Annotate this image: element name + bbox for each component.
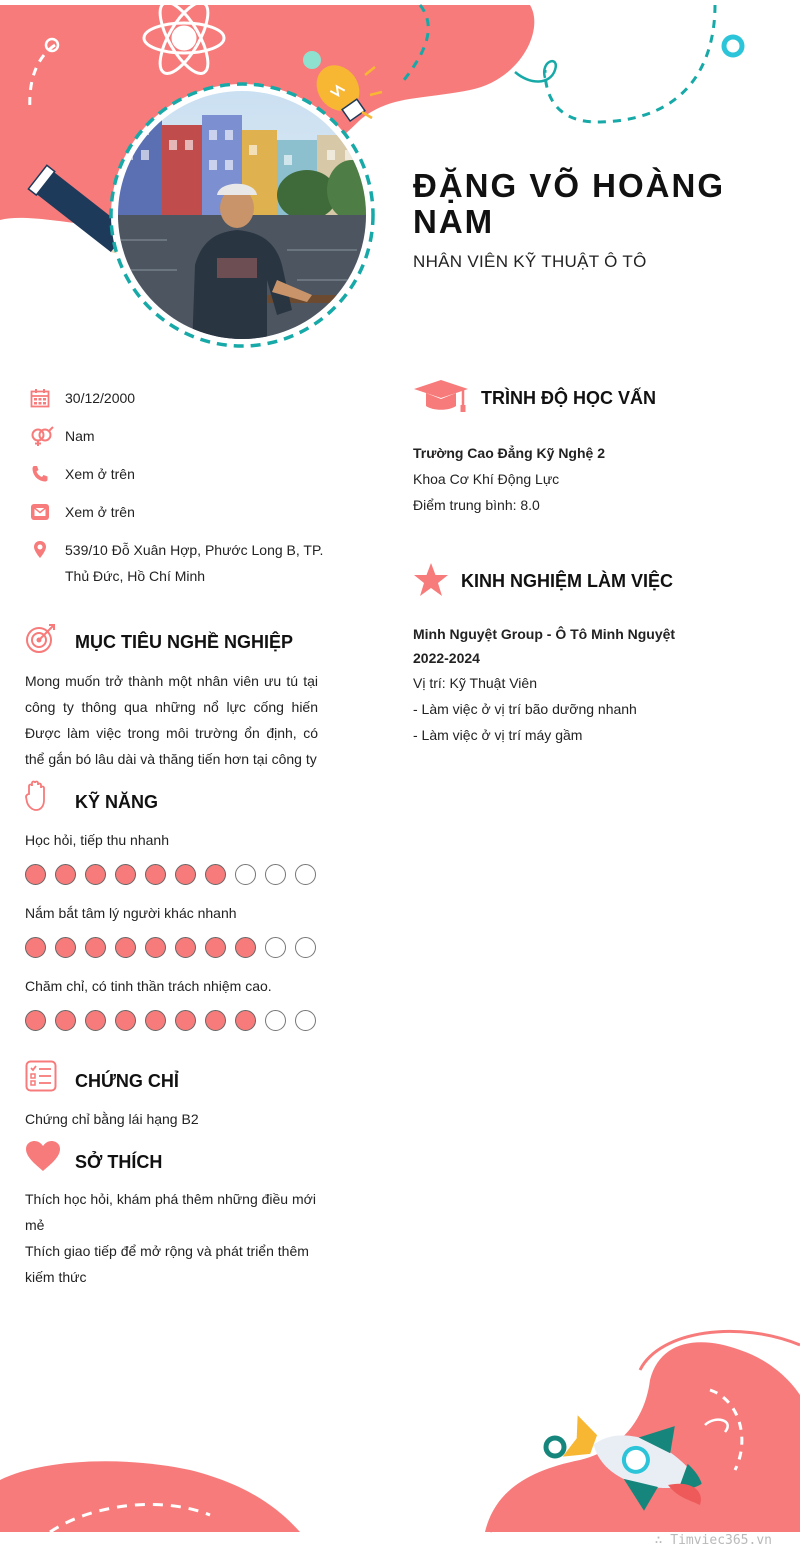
rating-dot-filled xyxy=(145,937,166,958)
rating-dot-filled xyxy=(205,937,226,958)
skills-section xyxy=(25,780,325,1049)
rating-dot-filled xyxy=(175,937,196,958)
rating-dot-filled xyxy=(205,864,226,885)
task-1: - Làm việc ở vị trí bão dưỡng nhanh xyxy=(413,701,637,717)
rating-dot-filled xyxy=(85,864,106,885)
profile-photo xyxy=(107,80,377,350)
experience-section xyxy=(413,562,773,748)
rating-dot-empty xyxy=(295,937,316,958)
skill-name: Chăm chỉ, có tinh thần trách nhiệm cao. xyxy=(25,978,272,994)
phone-row xyxy=(30,461,330,487)
rating-dot-filled xyxy=(205,1010,226,1031)
rating-dot-filled xyxy=(85,937,106,958)
experience-title: KINH NGHIỆM LÀM VIỆC xyxy=(461,571,674,591)
phone-value: Xem ở trên xyxy=(65,466,135,482)
rating-dot-filled xyxy=(115,937,136,958)
phone-icon xyxy=(30,464,50,484)
bottom-left-coral-blob xyxy=(0,1461,300,1532)
checklist-icon xyxy=(25,1060,57,1092)
rating-dot-filled xyxy=(25,1010,46,1031)
objective-title: MỤC TIÊU NGHỀ NGHIỆP xyxy=(75,632,294,652)
objective-section xyxy=(25,622,318,772)
rating-dot-empty xyxy=(295,1010,316,1031)
certificate-text: Chứng chỉ bằng lái hạng B2 xyxy=(25,1111,199,1127)
faculty: Khoa Cơ Khí Động Lực xyxy=(413,471,560,487)
rating-dot-empty xyxy=(295,864,316,885)
gender-row xyxy=(30,423,330,449)
gender-icon xyxy=(30,426,54,446)
rating-dot-empty xyxy=(265,937,286,958)
skill-rating xyxy=(25,864,325,885)
star-icon xyxy=(413,562,449,598)
rating-dot-filled xyxy=(55,1010,76,1031)
rating-dot-empty xyxy=(235,864,256,885)
graduation-cap-icon xyxy=(413,378,469,414)
skill-name: Nắm bắt tâm lý người khác nhanh xyxy=(25,905,237,921)
birthday-value: 30/12/2000 xyxy=(65,390,136,406)
task-2: - Làm việc ở vị trí máy gầm xyxy=(413,727,583,743)
work-period: 2022-2024 xyxy=(413,650,480,666)
education-title: TRÌNH ĐỘ HỌC VẤN xyxy=(481,388,656,408)
address-value: 539/10 Đỗ Xuân Hợp, Phước Long B, TP. Thủ Đức, Hồ Chí Minh xyxy=(65,542,324,584)
school-name: Trường Cao Đẳng Kỹ Nghệ 2 xyxy=(413,445,606,461)
hobbies-title: SỞ THÍCH xyxy=(75,1152,163,1172)
rating-dot-filled xyxy=(25,864,46,885)
skill-rating xyxy=(25,937,325,958)
heart-icon xyxy=(25,1140,61,1172)
gender-value: Nam xyxy=(65,428,95,444)
gpa: Điểm trung bình: 8.0 xyxy=(413,497,540,513)
rating-dot-filled xyxy=(175,1010,196,1031)
rating-dot-filled xyxy=(235,1010,256,1031)
rating-dot-filled xyxy=(145,864,166,885)
location-pin-icon xyxy=(30,540,50,560)
education-section xyxy=(413,378,773,518)
contact-info xyxy=(30,385,330,601)
skill-rating xyxy=(25,1010,325,1031)
target-icon xyxy=(25,622,59,656)
address-row xyxy=(30,537,330,589)
rating-dot-filled xyxy=(115,1010,136,1031)
rating-dot-filled xyxy=(235,937,256,958)
hobby-line-1: Thích học hỏi, khám phá thêm những điều mới mẻ xyxy=(25,1191,316,1233)
rating-dot-filled xyxy=(55,864,76,885)
email-value: Xem ở trên xyxy=(65,504,135,520)
hobbies-section xyxy=(25,1140,318,1290)
hobby-line-2: Thích giao tiếp để mở rộng và phát triển thêm kiếm thức xyxy=(25,1243,309,1285)
job-title: NHÂN VIÊN KỸ THUẬT Ô TÔ xyxy=(413,252,647,271)
rating-dot-filled xyxy=(85,1010,106,1031)
company-name: Minh Nguyệt Group - Ô Tô Minh Nguyệt xyxy=(413,626,676,642)
skills-title: KỸ NĂNG xyxy=(75,792,159,812)
rating-dot-filled xyxy=(55,937,76,958)
birthday-row xyxy=(30,385,330,411)
certificates-section xyxy=(25,1060,325,1132)
rating-dot-filled xyxy=(145,1010,166,1031)
rating-dot-filled xyxy=(175,864,196,885)
watermark: ∴ Timviec365.vn xyxy=(654,1533,772,1548)
email-icon xyxy=(30,502,50,522)
candidate-name: ĐẶNG VÕ HOÀNG NAM xyxy=(413,167,726,240)
rating-dot-filled xyxy=(115,864,136,885)
hand-icon xyxy=(25,780,49,812)
certificates-title: CHỨNG CHỈ xyxy=(75,1071,179,1091)
rating-dot-filled xyxy=(25,937,46,958)
position: Vị trí: Kỹ Thuật Viên xyxy=(413,675,537,691)
rating-dot-empty xyxy=(265,1010,286,1031)
email-row xyxy=(30,499,330,525)
skills-list xyxy=(25,830,325,1031)
rating-dot-empty xyxy=(265,864,286,885)
objective-text: Mong muốn trở thành một nhân viên ưu tú tại công ty thông qua những nổ lực cống hiến Được làm việc trong môi trường ổn định, có thể gắn bó lâu dài và thăng tiến hơn tại công ty xyxy=(25,673,318,767)
calendar-icon xyxy=(30,388,50,408)
skill-name: Học hỏi, tiếp thu nhanh xyxy=(25,832,169,848)
